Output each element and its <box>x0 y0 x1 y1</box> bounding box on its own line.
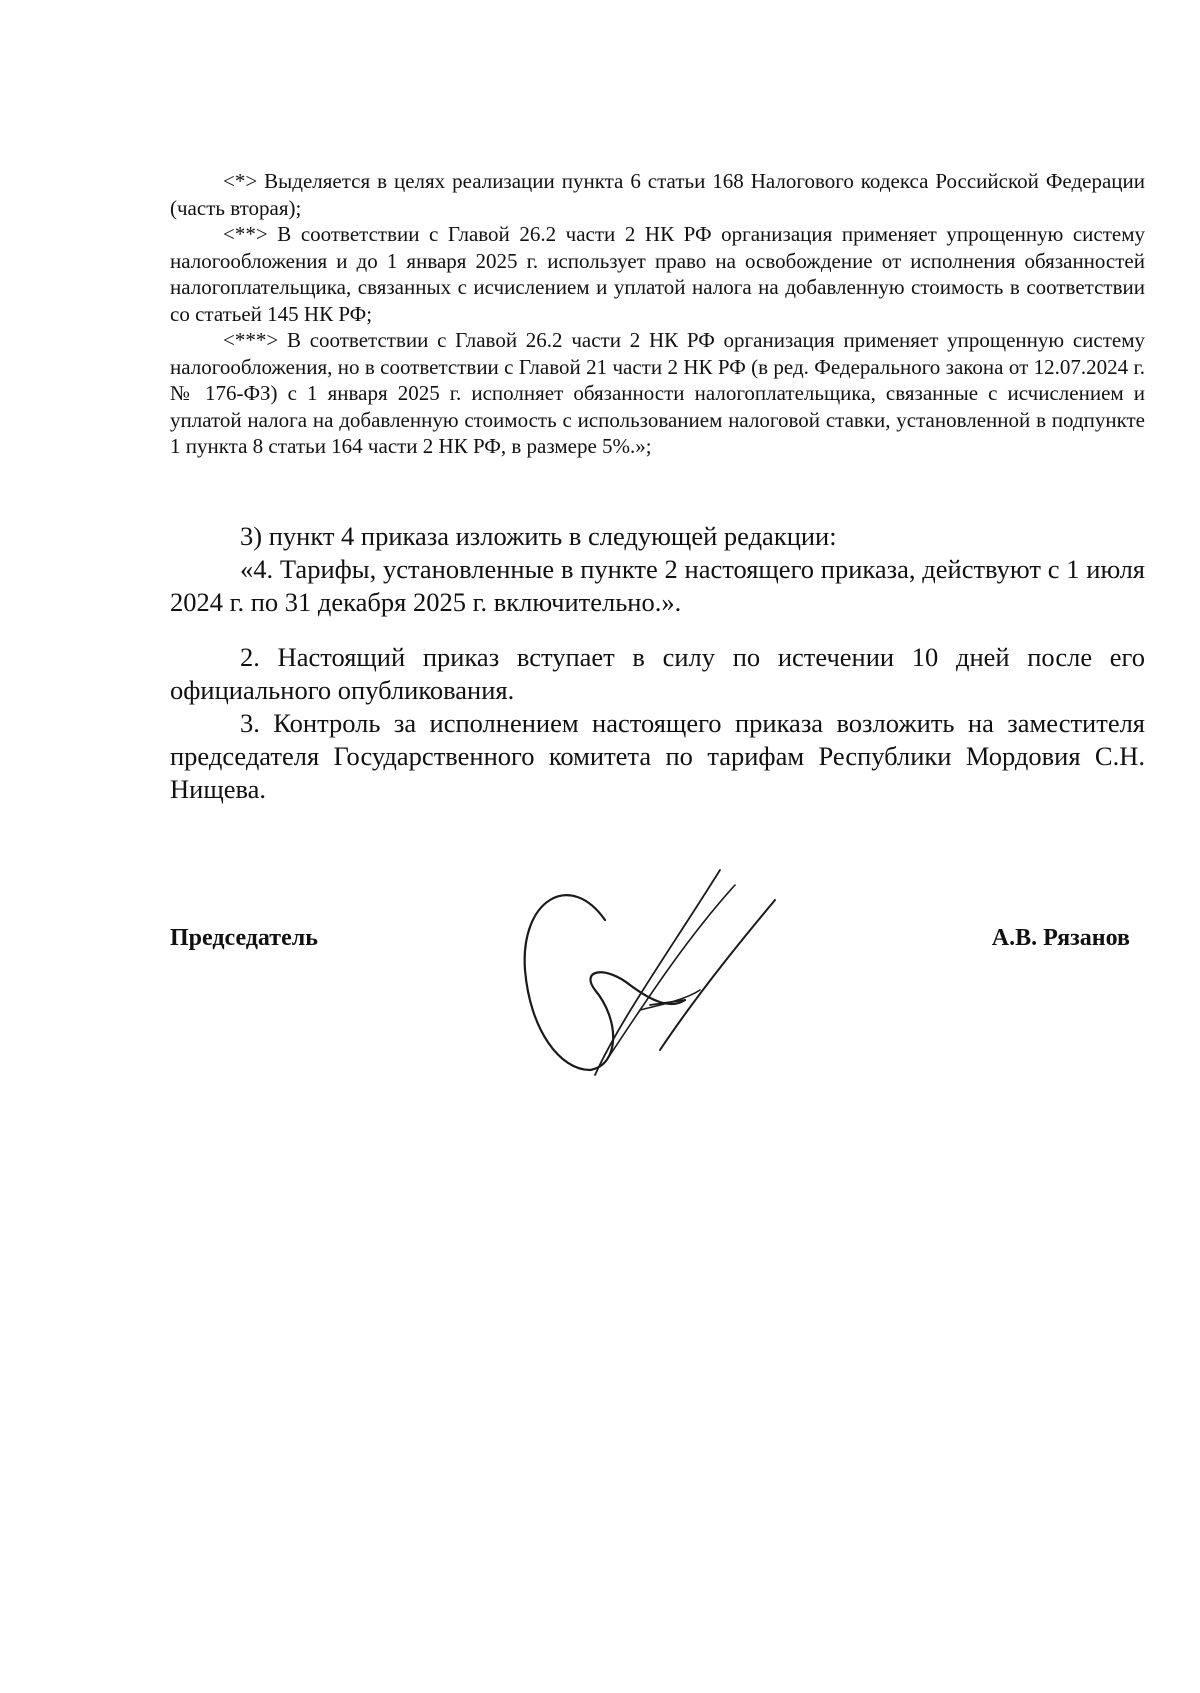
amendment-item-3: 3) пункт 4 приказа изложить в следующей редакции: <box>240 521 837 551</box>
signatory-position: Председатель <box>170 925 318 951</box>
final-points-block <box>170 641 1145 806</box>
amendment-block <box>170 520 1145 619</box>
footnote-2: <**> В соответствии с Главой 26.2 части 2 НК РФ организация применяет упрощенную систему налогообложения и до 1 января 2025 г. использует право на освобождение от исполнения обязанностей налогоплательщика, связанных с исчислением и уплатой налога на добавленную стоимость в соответствии со статьей 145 НК РФ; <box>170 222 1145 326</box>
amendment-item-3-text: «4. Тарифы, установленные в пункте 2 настоящего приказа, действуют с 1 июля 2024 г. по 31 декабря 2025 г. включительно.». <box>170 554 1145 617</box>
point-3: 3. Контроль за исполнением настоящего приказа возложить на заместителя председателя Государственного комитета по тарифам Республики Мордовия С.Н. Нищева. <box>170 708 1145 804</box>
footnote-1: <*> Выделяется в целях реализации пункта 6 статьи 168 Налогового кодекса Российской Федерации (часть вторая); <box>170 169 1145 220</box>
footnotes-block <box>170 168 1145 460</box>
handwritten-signature <box>510 860 830 1100</box>
point-2: 2. Настоящий приказ вступает в силу по истечении 10 дней после его официального опубликования. <box>170 642 1145 705</box>
signatory-name: А.В. Рязанов <box>991 925 1130 951</box>
footnote-3: <***> В соответствии с Главой 26.2 части 2 НК РФ организация применяет упрощенную систему налогообложения, но в соответствии с Главой 21 части 2 НК РФ (в ред. Федерального закона от 12.07.2024 г. № 176-ФЗ) с 1 января 2025 г. исполняет обязанности налогоплательщика, связанные с исчислением и уплатой налога на добавленную стоимость с использованием налоговой ставки, установленной в подпункте 1 пункта 8 статьи 164 части 2 НК РФ, в размере 5%.»; <box>170 328 1145 458</box>
